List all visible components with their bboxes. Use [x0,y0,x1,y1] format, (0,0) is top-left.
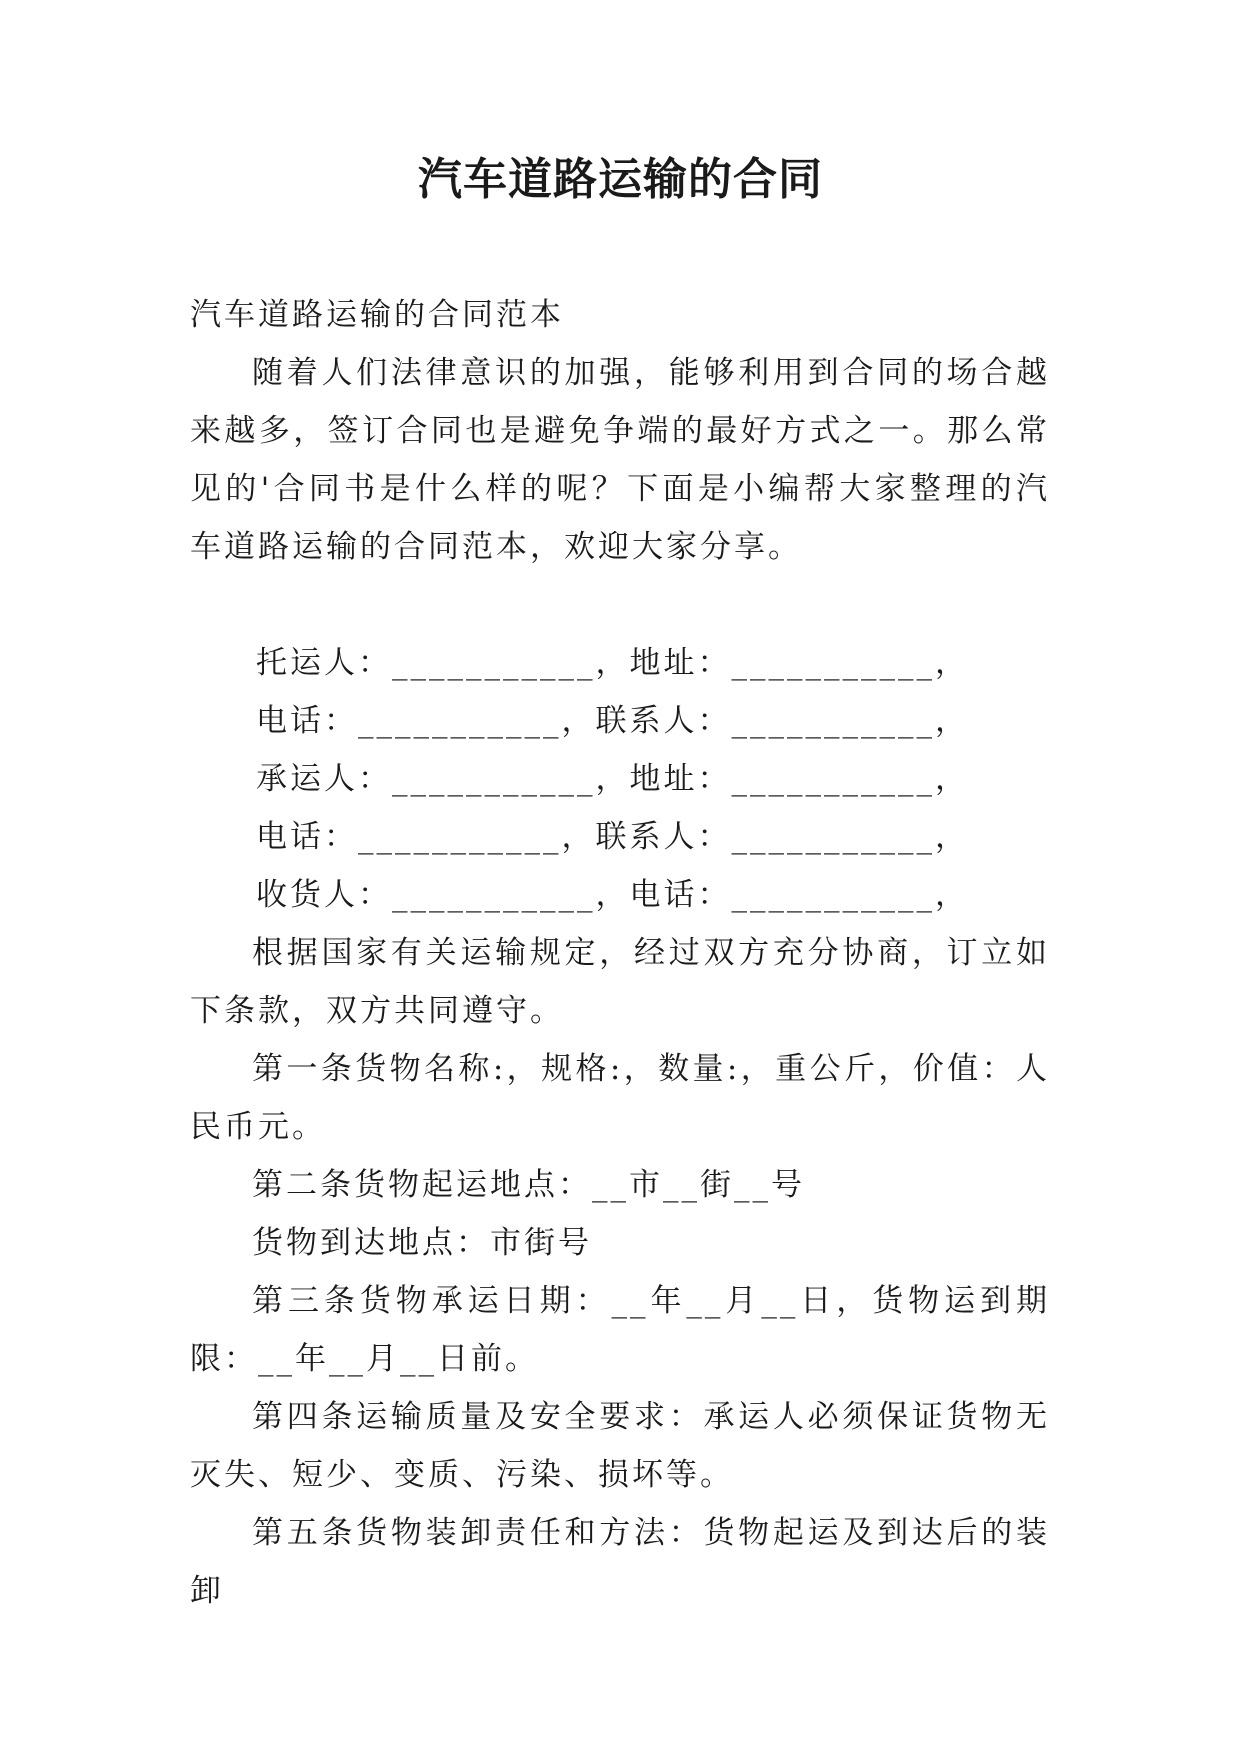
document-title: 汽车道路运输的合同 [418,154,823,205]
intro-paragraph: 随着人们法律意识的加强，能够利用到合同的场合越来越多，签订合同也是避免争端的最好方式之一。那么常见的'合同书是什么样的呢？下面是小编帮大家整理的汽车道路运输的合同范本，欢迎大家分享。 [190,355,1050,565]
article-2-destination-paragraph: 货物到达地点：市街号 [252,1225,592,1261]
article-1-paragraph: 第一条货物名称:，规格:，数量:，重公斤，价值：人民币元。 [190,1051,1050,1145]
shipper-line: 托运人：___________，地址：___________， [256,645,969,681]
document-body [190,286,1050,1620]
paragraph-spacer [190,576,1050,634]
article-5-paragraph: 第五条货物装卸责任和方法：货物起运及到达后的装卸 [190,1515,1050,1609]
article-2-paragraph: 第二条货物起运地点：__市__街__号 [252,1167,805,1203]
carrier-phone-line: 电话：___________，联系人：___________， [256,819,969,855]
article-3-paragraph: 第三条货物承运日期：__年__月__日，货物运到期限：__年__月__日前。 [190,1283,1050,1377]
consignee-line: 收货人：___________，电话：___________， [256,877,969,913]
preamble-paragraph: 根据国家有关运输规定，经过双方充分协商，订立如下条款，双方共同遵守。 [190,935,1050,1029]
carrier-line: 承运人：___________，地址：___________， [256,761,969,797]
subtitle-paragraph: 汽车道路运输的合同范本 [190,297,564,333]
article-4-paragraph: 第四条运输质量及安全要求：承运人必须保证货物无灭失、短少、变质、污染、损坏等。 [190,1399,1050,1493]
shipper-phone-line: 电话：___________，联系人：___________， [256,703,969,739]
